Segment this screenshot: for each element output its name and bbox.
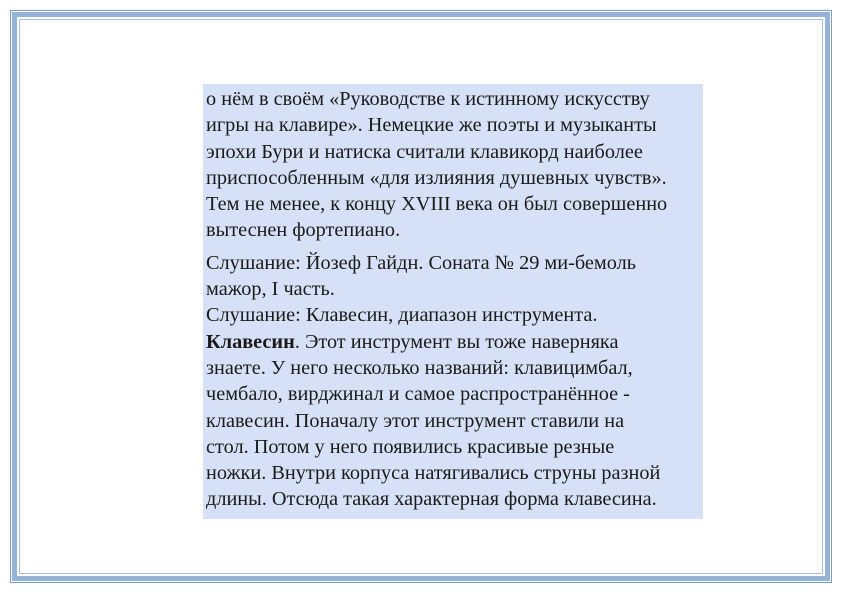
text-line: Тем не менее, к концу XVIII века он был совершенно	[206, 193, 668, 216]
listening-line: Слушание: Йозеф Гайдн. Соната № 29 ми-бемоль	[206, 251, 636, 274]
text-line: длины. Отсюда такая характерная форма клавесина.	[206, 488, 657, 511]
text-line: вытеснен фортепиано.	[206, 219, 401, 242]
bold-term: Клавесин	[206, 330, 295, 353]
text-line: игры на клавире». Немецкие же поэты и музыканты	[206, 114, 657, 137]
text-line: о нём в своём «Руководстве к истинному искусству	[206, 88, 650, 110]
text-line: приспособленным «для излияния душевных чувств».	[206, 166, 667, 189]
text-line: ножки. Внутри корпуса натягивались струны разной	[206, 462, 661, 485]
text-line	[206, 329, 703, 355]
paragraph-clavichord	[206, 86, 703, 244]
text-line: эпохи Бури и натиска считали клавикорд наиболее	[206, 140, 643, 163]
text-line: знаете. У него несколько названий: клавицимбал,	[206, 356, 633, 379]
text-line: стол. Потом у него появились красивые резные	[206, 435, 615, 458]
paragraph-harpsichord	[206, 250, 703, 513]
text-fragment: . Этот инструмент вы тоже наверняка	[294, 330, 619, 353]
listening-line: мажор, I часть.	[206, 278, 335, 301]
text-line: клавесин. Поначалу этот инструмент ставили на	[206, 409, 625, 432]
text-line: чембало, вирджинал и самое распространённое -	[206, 383, 630, 406]
listening-line: Слушание: Клавесин, диапазон инструмента.	[206, 304, 598, 327]
text-block	[203, 84, 703, 519]
